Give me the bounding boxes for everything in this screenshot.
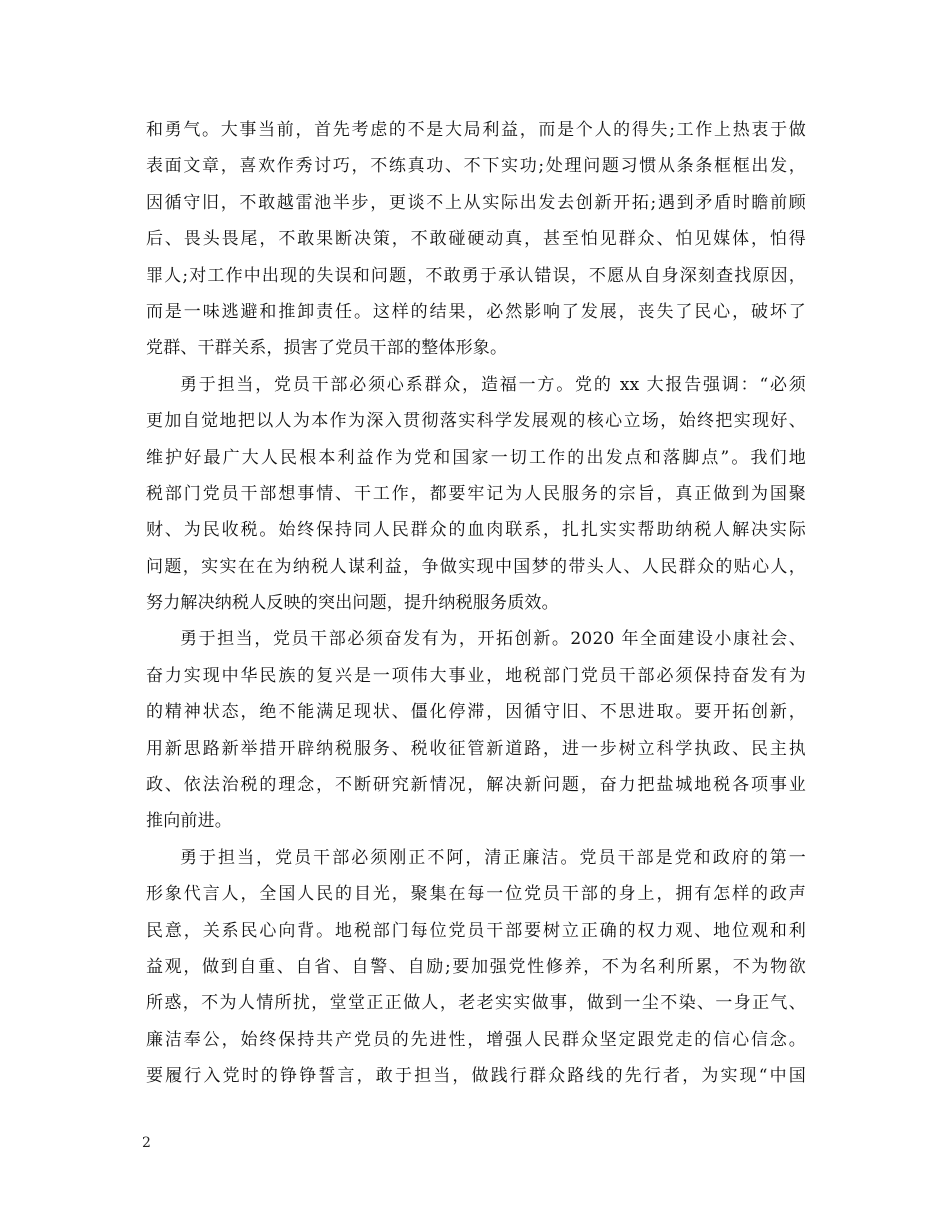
text-line: 形象代言人，全国人民的目光，聚集在每一位党员干部的身上，拥有怎样的政声: [146, 884, 806, 905]
text-line: 因循守旧，不敢越雷池半步，更谈不上从实际出发去创新开拓;遇到矛盾时瞻前顾: [146, 192, 806, 213]
text-line: 要履行入党时的铮铮誓言，敢于担当，做践行群众路线的先行者，为实现“中国: [146, 1066, 806, 1087]
text-line: 政、依法治税的理念，不断研究新情况，解决新问题，奋力把盐城地税各项事业: [146, 775, 806, 796]
text-line: 益观，做到自重、自省、自警、自励;要加强党性修养，不为名利所累，不为物欲: [146, 956, 806, 977]
text-line: 维护好最广大人民根本利益作为党和国家一切工作的出发点和落脚点”。我们地: [146, 447, 806, 468]
page-number: 2: [142, 1135, 151, 1151]
text-line: 勇于担当，党员干部必须心系群众，造福一方。党的 xx 大报告强调：“必须: [180, 374, 806, 395]
text-line: 用新思路新举措开辟纳税服务、税收征管新道路，进一步树立科学执政、民主执: [146, 738, 806, 759]
text-line: 更加自觉地把以人为本作为深入贯彻落实科学发展观的核心立场，始终把实现好、: [146, 411, 806, 432]
text-line: 而是一味逃避和推卸责任。这样的结果，必然影响了发展，丧失了民心，破坏了: [146, 301, 806, 322]
text-line: 勇于担当，党员干部必须刚正不阿，清正廉洁。党员干部是党和政府的第一: [180, 847, 806, 868]
text-line: 问题，实实在在为纳税人谋利益，争做实现中国梦的带头人、人民群众的贴心人，: [146, 556, 806, 577]
text-line: 表面文章，喜欢作秀讨巧，不练真功、不下实功;处理问题习惯从条条框框出发，: [146, 156, 806, 177]
text-line: 的精神状态，绝不能满足现状、僵化停滞，因循守旧、不思进取。要开拓创新，: [146, 702, 806, 723]
document-body: [146, 112, 806, 1095]
text-line: 财、为民收税。始终保持同人民群众的血肉联系，扎扎实实帮助纳税人解决实际: [146, 520, 806, 541]
text-line: 党群、干群关系，损害了党员干部的整体形象。: [146, 338, 508, 359]
text-line: 奋力实现中华民族的复兴是一项伟大事业，地税部门党员干部必须保持奋发有为: [146, 665, 806, 686]
text-line: 廉洁奉公，始终保持共产党员的先进性，增强人民群众坚定跟党走的信心信念。: [146, 1029, 806, 1050]
text-line: 税部门党员干部想事情、干工作，都要牢记为人民服务的宗旨，真正做到为国聚: [146, 483, 806, 504]
text-line: 所惑，不为人情所扰，堂堂正正做人，老老实实做事，做到一尘不染、一身正气、: [146, 993, 806, 1014]
text-line: 和勇气。大事当前，首先考虑的不是大局利益，而是个人的得失;工作上热衷于做: [146, 120, 806, 140]
text-line: 推向前进。: [146, 811, 232, 832]
text-line: 民意，关系民心向背。地税部门每位党员干部要树立正确的权力观、地位观和利: [146, 920, 806, 941]
text-line: 后、畏头畏尾，不敢果断决策，不敢碰硬动真，甚至怕见群众、怕见媒体，怕得: [146, 229, 806, 250]
text-line: 勇于担当，党员干部必须奋发有为，开拓创新。2020 年全面建设小康社会、: [180, 629, 806, 650]
text-line: 罪人;对工作中出现的失误和问题，不敢勇于承认错误，不愿从自身深刻查找原因，: [146, 265, 806, 286]
text-line: 努力解决纳税人反映的突出问题，提升纳税服务质效。: [146, 593, 559, 614]
